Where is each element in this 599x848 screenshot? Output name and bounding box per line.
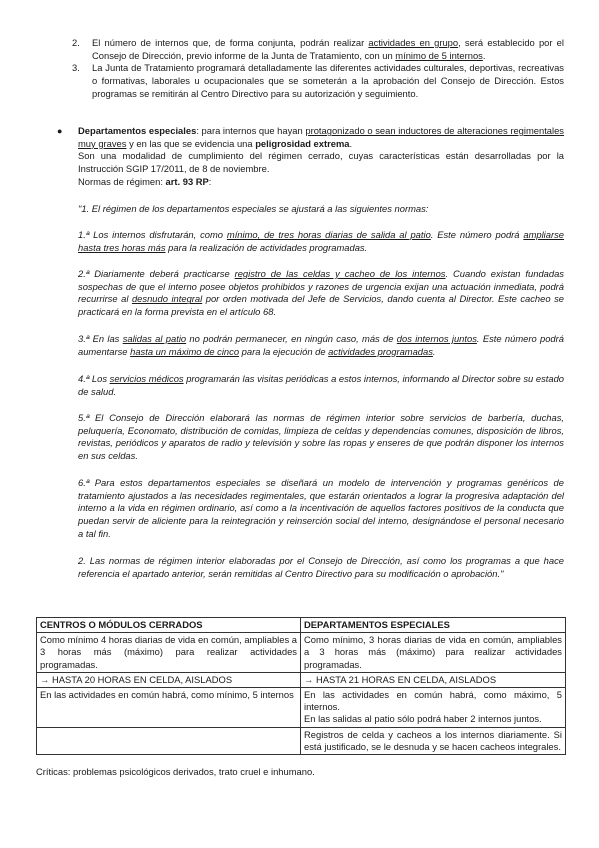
quote-intro: "1. El régimen de los departamentos especiales se ajustará a las siguientes normas: xyxy=(78,203,429,214)
table-cell: Como mínimo 4 horas diarias de vida en común, ampliables a 3 horas más (máximo) para realizar actividades programadas. xyxy=(37,633,301,673)
table-row xyxy=(37,672,566,687)
table-row xyxy=(37,688,566,728)
table-header: DEPARTAMENTOS ESPECIALES xyxy=(301,618,566,633)
comparison-table xyxy=(36,617,566,755)
paragraph: Son una modalidad de cumplimiento del régimen cerrado, cuyas características están desarrolladas por la Instrucción SGIP 17/2011, de 8 de noviembre. xyxy=(78,150,564,175)
quote-rule-5: 5.ª El Consejo de Dirección elaborará las normas de régimen interior sobre servicios de barbería, duchas, peluquería, Economato, distribución de comidas, limpieza de celdas y dependencias comunes, disposición de libros, revistas, periódicos y aparatos de radio y televisión y sobre las ropas y enseres de que podrán disponer los internos en sus celdas. xyxy=(78,412,564,462)
quote-rule-4: 4.ª Los servicios médicos programarán las visitas periódicas a estos internos, informando al Director sobre su estado de salud. xyxy=(78,373,565,397)
table-cell xyxy=(37,727,301,754)
list-item: 3. La Junta de Tratamiento programará detalladamente las diferentes actividades culturales, deportivas, recreativas o formativas, laborales u ocupacionales que se someterán a la aprobación del Consejo de Dirección. Estos programas se remitirán al Centro Directivo para su autorización y seguimiento. xyxy=(72,62,564,99)
table-header-row xyxy=(37,618,566,633)
bullet-section-departamentos xyxy=(57,125,564,189)
article-reference: art. 93 RP xyxy=(165,175,209,187)
list-number: 3. xyxy=(72,62,80,74)
table-row xyxy=(37,727,566,754)
bullet-icon: ● xyxy=(57,126,63,136)
bullet-item: ● Departamentos especiales: para internos que hayan protagonizado o sean inductores de alteraciones regimentales muy graves y en las que se evidencia una peligrosidad extrema. xyxy=(57,125,564,149)
section-heading: Departamentos especiales xyxy=(78,125,197,136)
quote-rule-6: 6.ª Para estos departamentos especiales se diseñará un modelo de intervención y programas genéricos de tratamiento ajustados a las necesidades regimentales, que estarán orientados a lograr la progresiva adaptación del interno a la vida en régimen ordinario, así como a la incentivación de aquellos factores positivos de la conducta que puedan servir de aliciente para la reintegración y reinserción social del interno, designándose el personal necesario a tal fin. xyxy=(78,477,564,539)
table-header: CENTROS O MÓDULOS CERRADOS xyxy=(37,618,301,633)
table-row xyxy=(37,633,566,673)
table-cell: Como mínimo, 3 horas diarias de vida en común, ampliables a 3 horas más (máximo) para realizar actividades programadas. xyxy=(301,633,566,673)
numbered-list xyxy=(72,37,564,101)
quote-rule-7: 2. Las normas de régimen interior elaboradas por el Consejo de Dirección, así como los programas a que hace referencia el apartado anterior, serán remitidas al Centro Directivo para su modificación o aprobación." xyxy=(78,555,564,579)
paragraph: Normas de régimen: art. 93 RP: xyxy=(78,175,212,187)
underlined-text: mínimo de 5 internos xyxy=(395,49,483,61)
quote-rule-2: 2.ª Diariamente deberá practicarse registro de las celdas y cacheo de los internos. Cuando existan fundadas sospechas de que el interno posee objetos prohibidos y razones de urgencia exijan una actuación inmediata, podrá recurrirse al desnudo integral por orden motivada del Jefe de Servicios, dando cuenta al Director. Este cacheo se practicará en la forma prevista en el artículo 68. xyxy=(78,268,565,318)
criticism-note: Críticas: problemas psicológicos derivados, trato cruel e inhumano. xyxy=(36,766,315,777)
table-cell: Registros de celda y cacheos a los internos diariamente. Si está justificado, se le desnuda y se hacen cacheos integrales. xyxy=(301,727,566,754)
underlined-text: actividades en grupo xyxy=(368,37,459,48)
list-item: 2. El número de internos que, de forma conjunta, podrán realizar actividades en grupo, será establecido por el Consejo de Dirección, previo informe de la Junta de Tratamiento, con un mínimo de 5 internos. xyxy=(72,37,564,61)
table-cell: En las actividades en común habrá, como máximo, 5 internos. En las salidas al patio sólo podrá haber 2 internos juntos. xyxy=(301,688,566,728)
table-cell: En las actividades en común habrá, como mínimo, 5 internos xyxy=(37,688,301,728)
quote-rule-1: 1.ª Los internos disfrutarán, como mínimo, de tres horas diarias de salida al patio. Este número podrá ampliarse hasta tres horas más para la realización de actividades programadas. xyxy=(78,229,564,253)
table-cell: → HASTA 20 HORAS EN CELDA, AISLADOS xyxy=(37,672,301,687)
table-cell: → HASTA 21 HORAS EN CELDA, AISLADOS xyxy=(301,672,566,687)
quote-rule-3: 3.ª En las salidas al patio no podrán permanecer, en ningún caso, más de dos internos juntos. Este número podrá aumentarse hasta un máximo de cinco para la ejecución de actividades programadas. xyxy=(78,333,564,357)
list-number: 2. xyxy=(72,37,80,48)
